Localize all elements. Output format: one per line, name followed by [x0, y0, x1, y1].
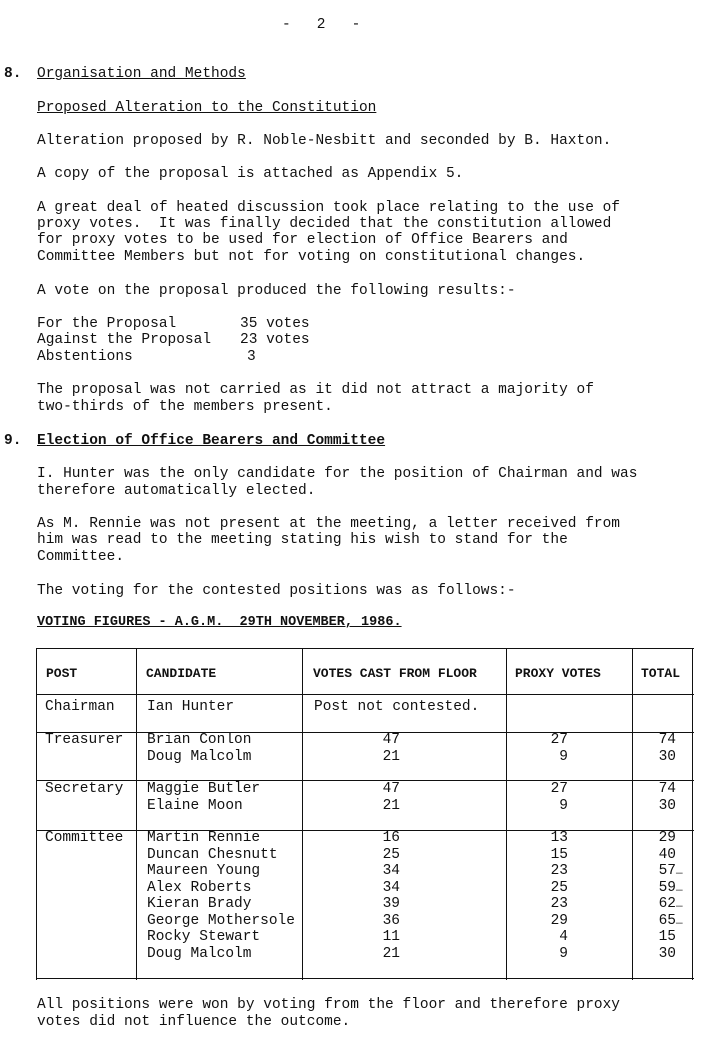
closing-line-2: votes did not influence the outcome.	[37, 1014, 351, 1030]
tick-mark: —	[676, 868, 683, 880]
result-label-abstentions: Abstentions	[37, 349, 133, 365]
proxy-secretary: 27 9	[550, 781, 568, 814]
tick-mark: —	[676, 885, 683, 897]
vote-intro: A vote on the proposal produced the following results:-	[37, 283, 516, 299]
total-secretary: 74 30	[658, 781, 676, 814]
post-chairman: Chairman	[45, 699, 115, 715]
table-rule	[632, 648, 633, 980]
rennie-line-3: Committee.	[37, 549, 125, 565]
table-rule	[36, 648, 694, 649]
appendix-paragraph: A copy of the proposal is attached as Appendix 5.	[37, 166, 464, 182]
header-candidate: CANDIDATE	[146, 666, 217, 681]
total-treasurer: 74 30	[658, 732, 676, 765]
header-post: POST	[46, 666, 78, 681]
closing-line-1: All positions were won by voting from the floor and therefore proxy	[37, 997, 620, 1013]
chairman-note: Post not contested.	[314, 699, 480, 715]
post-treasurer: Treasurer	[45, 732, 124, 748]
candidates-treasurer: Brian Conlon Doug Malcolm	[147, 732, 252, 765]
candidates-committee: Martin Rennie Duncan Chesnutt Maureen Young Alex Roberts Kieran Brady George Mothersole Rocky Stewart Doug Malcolm	[147, 830, 295, 962]
section-8-heading: Organisation and Methods	[37, 66, 246, 82]
table-rule	[506, 648, 507, 980]
header-floor-votes: VOTES CAST FROM FLOOR	[313, 666, 477, 681]
tick-mark: —	[676, 901, 683, 913]
floor-committee: 16 25 34 34 39 36 11 21	[382, 830, 400, 962]
floor-treasurer: 47 21	[382, 732, 400, 765]
result-label-for: For the Proposal	[37, 316, 177, 332]
proposal-paragraph: Alteration proposed by R. Noble-Nesbitt and seconded by B. Haxton.	[37, 133, 612, 149]
voting-table	[36, 648, 694, 980]
table-rule	[136, 648, 137, 980]
discussion-line-2: proxy votes. It was finally decided that the constitution allowed	[37, 216, 612, 232]
table-rule	[36, 978, 694, 979]
proxy-committee: 13 15 23 25 23 29 4 9	[550, 830, 568, 962]
header-total: TOTAL	[641, 666, 681, 681]
outcome-line-2: two-thirds of the members present.	[37, 399, 333, 415]
total-committee: 29 40 57 59 62 65 15 30	[658, 830, 676, 962]
candidate-chairman: Ian Hunter	[147, 699, 235, 715]
chairman-line-1: I. Hunter was the only candidate for the position of Chairman and was	[37, 466, 638, 482]
page-number: - 2 -	[282, 17, 361, 33]
floor-secretary: 47 21	[382, 781, 400, 814]
section-9-heading: Election of Office Bearers and Committee	[37, 433, 386, 449]
header-proxy-votes: PROXY VOTES	[515, 666, 601, 681]
candidates-secretary: Maggie Butler Elaine Moon	[147, 781, 261, 814]
post-committee: Committee	[45, 830, 124, 846]
result-label-against: Against the Proposal	[37, 332, 212, 348]
table-rule	[302, 648, 303, 980]
voting-intro: The voting for the contested positions was as follows:-	[37, 583, 516, 599]
proxy-treasurer: 27 9	[550, 732, 568, 765]
chairman-line-2: therefore automatically elected.	[37, 483, 316, 499]
table-rule	[36, 694, 694, 695]
tick-mark: —	[676, 918, 683, 930]
result-value-abstentions: 3	[247, 349, 256, 365]
discussion-line-3: for proxy votes to be used for election of Office Bearers and	[37, 232, 568, 248]
result-value-against: 23 votes	[240, 332, 310, 348]
post-secretary: Secretary	[45, 781, 124, 797]
discussion-line-4: Committee Members but not for voting on constitutional changes.	[37, 249, 586, 265]
table-title: VOTING FIGURES - A.G.M. 29TH NOVEMBER, 1986.	[37, 615, 402, 630]
section-8-number: 8.	[4, 66, 22, 82]
outcome-line-1: The proposal was not carried as it did not attract a majority of	[37, 382, 594, 398]
section-8-subheading: Proposed Alteration to the Constitution	[37, 100, 377, 116]
section-9-number: 9.	[4, 433, 22, 449]
table-rule	[36, 648, 37, 980]
result-value-for: 35 votes	[240, 316, 310, 332]
rennie-line-2: him was read to the meeting stating his wish to stand for the	[37, 532, 568, 548]
discussion-line-1: A great deal of heated discussion took place relating to the use of	[37, 200, 620, 216]
rennie-line-1: As M. Rennie was not present at the meeting, a letter received from	[37, 516, 620, 532]
table-rule	[692, 648, 693, 980]
